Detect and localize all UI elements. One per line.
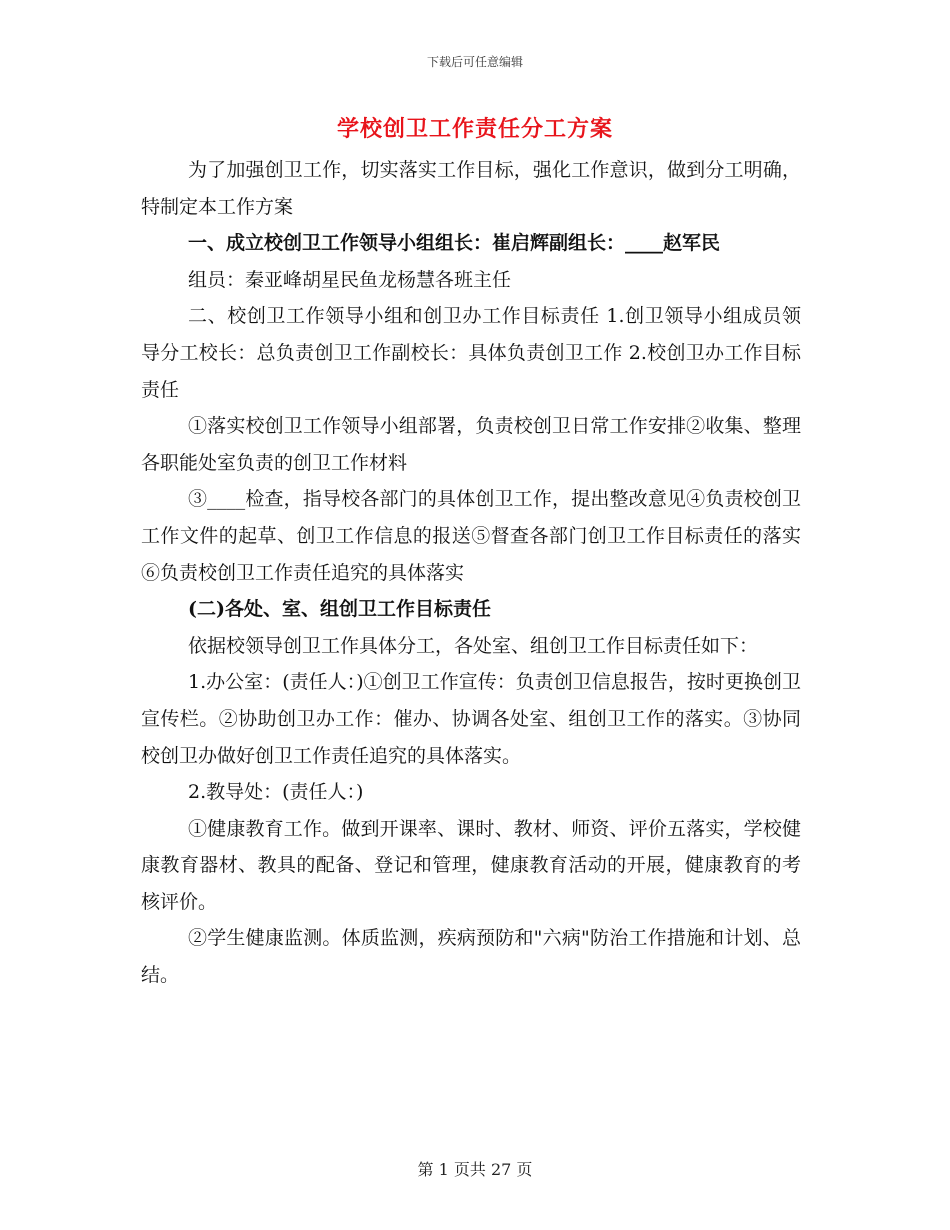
document-body [141,152,801,994]
paragraph: ②学生健康监测。体质监测，疾病预防和"六病"防治工作措施和计划、总结。 [141,927,801,987]
page-footer: 第 1 页共 27 页 [417,1160,533,1179]
paragraph: 为了加强创卫工作，切实落实工作目标，强化工作意识，做到分工明确，特制定本工作方案 [141,159,801,218]
paragraph: 1.办公室：(责任人：)①创卫工作宣传：负责创卫信息报告，按时更换创卫宣传栏。②协助创卫办工作：催办、协调各处室、组创卫工作的落实。③协同校创卫办做好创卫工作责任追究的具体落实。 [141,671,801,767]
paragraph: 依据校领导创卫工作具体分工，各处室、组创卫工作目标责任如下： [188,634,759,657]
section-heading: (二)各处、室、组创卫工作目标责任 [188,598,491,621]
paragraph: ①落实校创卫工作领导小组部署，负责校创卫日常工作安排②收集、整理各职能处室负责的创卫工作材料 [141,415,801,474]
paragraph: 组员：秦亚峰胡星民鱼龙杨慧各班主任 [188,268,512,291]
paragraph: 2.教导处：(责任人：) [188,781,364,804]
paragraph: ③____检查，指导校各部门的具体创卫工作，提出整改意见④负责校创卫工作文件的起草、创卫工作信息的报送⑤督查各部门创卫工作目标责任的落实⑥负责校创卫工作责任追究的具体落实 [141,488,801,584]
paragraph: ①健康教育工作。做到开课率、课时、教材、师资、评价五落实，学校健康教育器材、教具的配备、登记和管理，健康教育活动的开展，健康教育的考核评价。 [141,817,801,913]
page-header: 下载后可任意编辑 [426,55,523,69]
paragraph: 二、校创卫工作领导小组和创卫办工作目标责任 1.创卫领导小组成员领导分工校长：总负责创卫工作副校长：具体负责创卫工作 2.校创卫办工作目标责任 [141,305,801,401]
section-heading: 一、成立校创卫工作领导小组组长：崔启辉副组长：____赵军民 [188,232,721,255]
document-title: 学校创卫工作责任分工方案 [336,116,613,142]
